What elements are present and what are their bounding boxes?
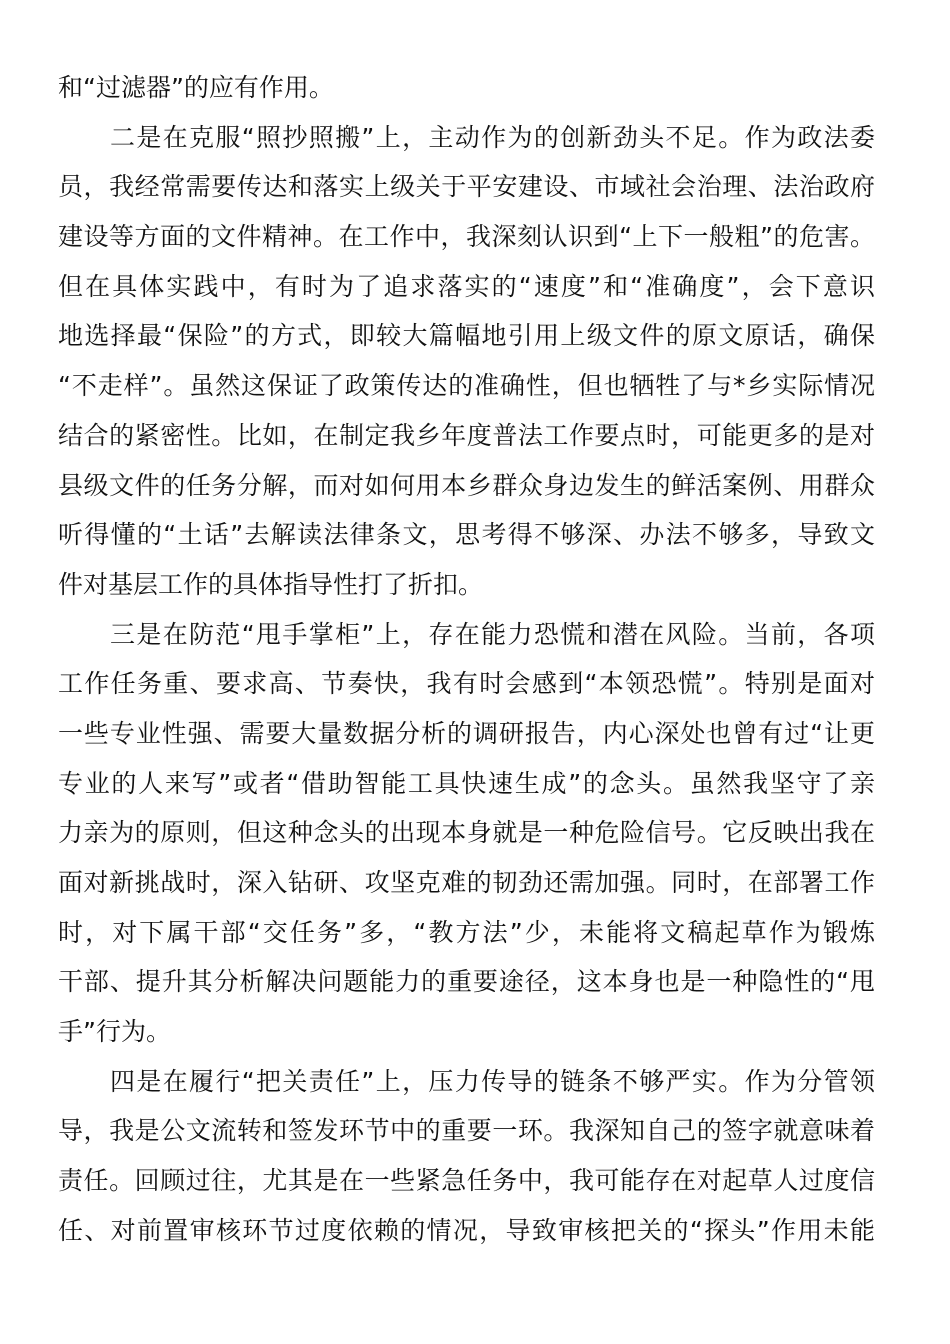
text-line: 一些专业性强、需要大量数据分析的调研报告，内心深处也曾有过“让更 xyxy=(58,718,875,748)
text-line: 员，我经常需要传达和落实上级关于平安建设、市域社会治理、法治政府 xyxy=(58,172,875,202)
text-line: 但在具体实践中，有时为了追求落实的“速度”和“准确度”，会下意识 xyxy=(58,271,875,301)
text-line: 听得懂的“土话”去解读法律条文，思考得不够深、办法不够多，导致文 xyxy=(58,520,875,550)
text-line: 建设等方面的文件精神。在工作中，我深刻认识到“上下一般粗”的危害。 xyxy=(58,222,875,252)
paragraph-point-two xyxy=(58,113,875,610)
text-line: 四是在履行“把关责任”上，压力传导的链条不够严实。作为分管领 xyxy=(110,1066,875,1096)
text-line: 力亲为的原则，但这种念头的出现本身就是一种危险信号。它反映出我在 xyxy=(58,818,875,848)
paragraph-point-three xyxy=(58,610,875,1057)
text-line: 工作任务重、要求高、节奏快，我有时会感到“本领恐慌”。特别是面对 xyxy=(58,669,875,699)
text-line: 导，我是公文流转和签发环节中的重要一环。我深知自己的签字就意味着 xyxy=(58,1116,875,1146)
text-line: 三是在防范“甩手掌柜”上，存在能力恐慌和潜在风险。当前，各项 xyxy=(110,619,875,649)
text-line: 结合的紧密性。比如，在制定我乡年度普法工作要点时，可能更多的是对 xyxy=(58,420,875,450)
document-page xyxy=(58,63,875,1256)
text-line: 和“过滤器”的应有作用。 xyxy=(58,73,334,102)
text-line: 二是在克服“照抄照搬”上，主动作为的创新劲头不足。作为政法委 xyxy=(110,122,875,152)
text-line: 手”行为。 xyxy=(58,1017,171,1047)
paragraph-continuation xyxy=(58,63,875,113)
text-line: 县级文件的任务分解，而对如何用本乡群众身边发生的鲜活案例、用群众 xyxy=(58,470,875,500)
text-line: 地选择最“保险”的方式，即较大篇幅地引用上级文件的原文原话，确保 xyxy=(58,321,875,351)
text-line: 面对新挑战时，深入钻研、攻坚克难的韧劲还需加强。同时，在部署工作 xyxy=(58,868,875,897)
text-line: 责任。回顾过往，尤其是在一些紧急任务中，我可能存在对起草人过度信 xyxy=(58,1166,875,1196)
paragraph-point-four xyxy=(58,1057,875,1256)
text-line: 时，对下属干部“交任务”多，“教方法”少，未能将文稿起草作为锻炼 xyxy=(58,917,875,947)
text-line: “不走样”。虽然这保证了政策传达的准确性，但也牺牲了与*乡实际情况 xyxy=(58,371,875,401)
text-line: 任、对前置审核环节过度依赖的情况，导致审核把关的“探头”作用未能 xyxy=(58,1215,875,1245)
text-line: 专业的人来写”或者“借助智能工具快速生成”的念头。虽然我坚守了亲 xyxy=(58,768,875,798)
text-line: 干部、提升其分析解决问题能力的重要途径，这本身也是一种隐性的“甩 xyxy=(58,967,875,997)
text-line: 件对基层工作的具体指导性打了折扣。 xyxy=(58,569,484,599)
